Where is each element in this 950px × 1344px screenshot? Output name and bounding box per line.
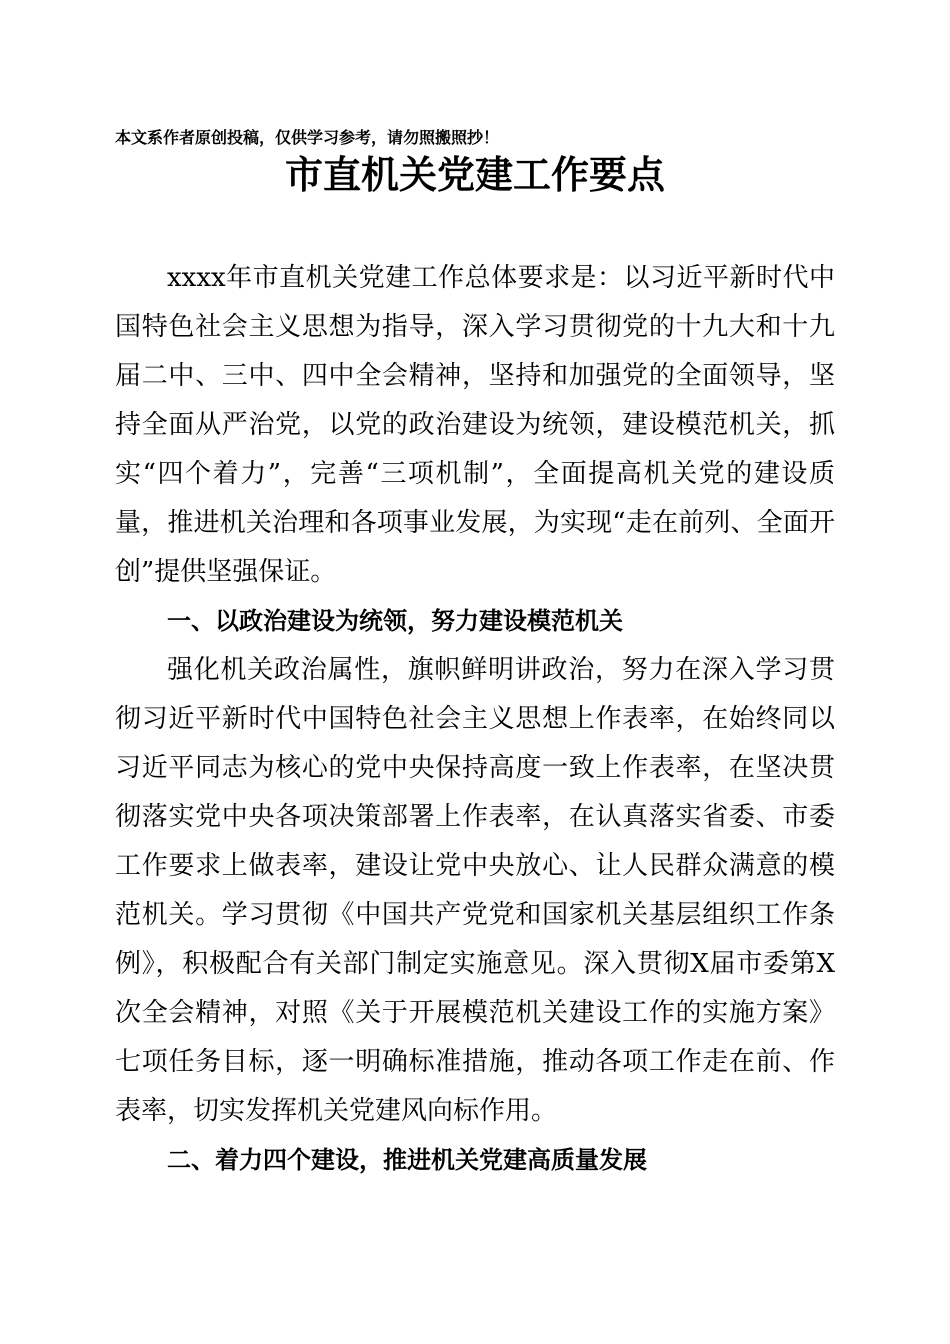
intro-paragraph: xxxx年市直机关党建工作总体要求是：以习近平新时代中国特色社会主义思想为指导，深入学习贯彻党的十九大和十九届二中、三中、四中全会精神，坚持和加强党的全面领导，坚持全面从严治党，以党的政治建设为统领，建设模范机关，抓实“四个着力”，完善“三项机制”，全面提高机关党的建设质量，推进机关治理和各项事业发展，为实现“走在前列、全面开创”提供坚强保证。 [115,263,835,587]
section-1-paragraph: 强化机关政治属性，旗帜鲜明讲政治，努力在深入学习贯彻习近平新时代中国特色社会主义思想上作表率，在始终同以习近平同志为核心的党中央保持高度一致上作表率，在坚决贯彻落实党中央各项决策部署上作表率，在认真落实省委、市委工作要求上做表率，建设让党中央放心、让人民群众满意的模范机关。学习贯彻《中国共产党党和国家机关基层组织工作条例》，积极配合有关部门制定实施意见。深入贯彻X届市委第X次全会精神，对照《关于开展模范机关建设工作的实施方案》七项任务目标，逐一明确标准措施，推动各项工作走在前、作表率，切实发挥机关党建风向标作用。 [115,655,835,1126]
document-title: 市直机关党建工作要点 [284,152,665,197]
document-body [115,254,835,1185]
copyright-notice: 本文系作者原创投稿，仅供学习参考，请勿照搬照抄！ [115,128,500,147]
section-heading-1: 一、以政治建设为统领，努力建设模范机关 [167,607,623,635]
section-heading-2: 二、着力四个建设，推进机关党建高质量发展 [167,1146,647,1174]
